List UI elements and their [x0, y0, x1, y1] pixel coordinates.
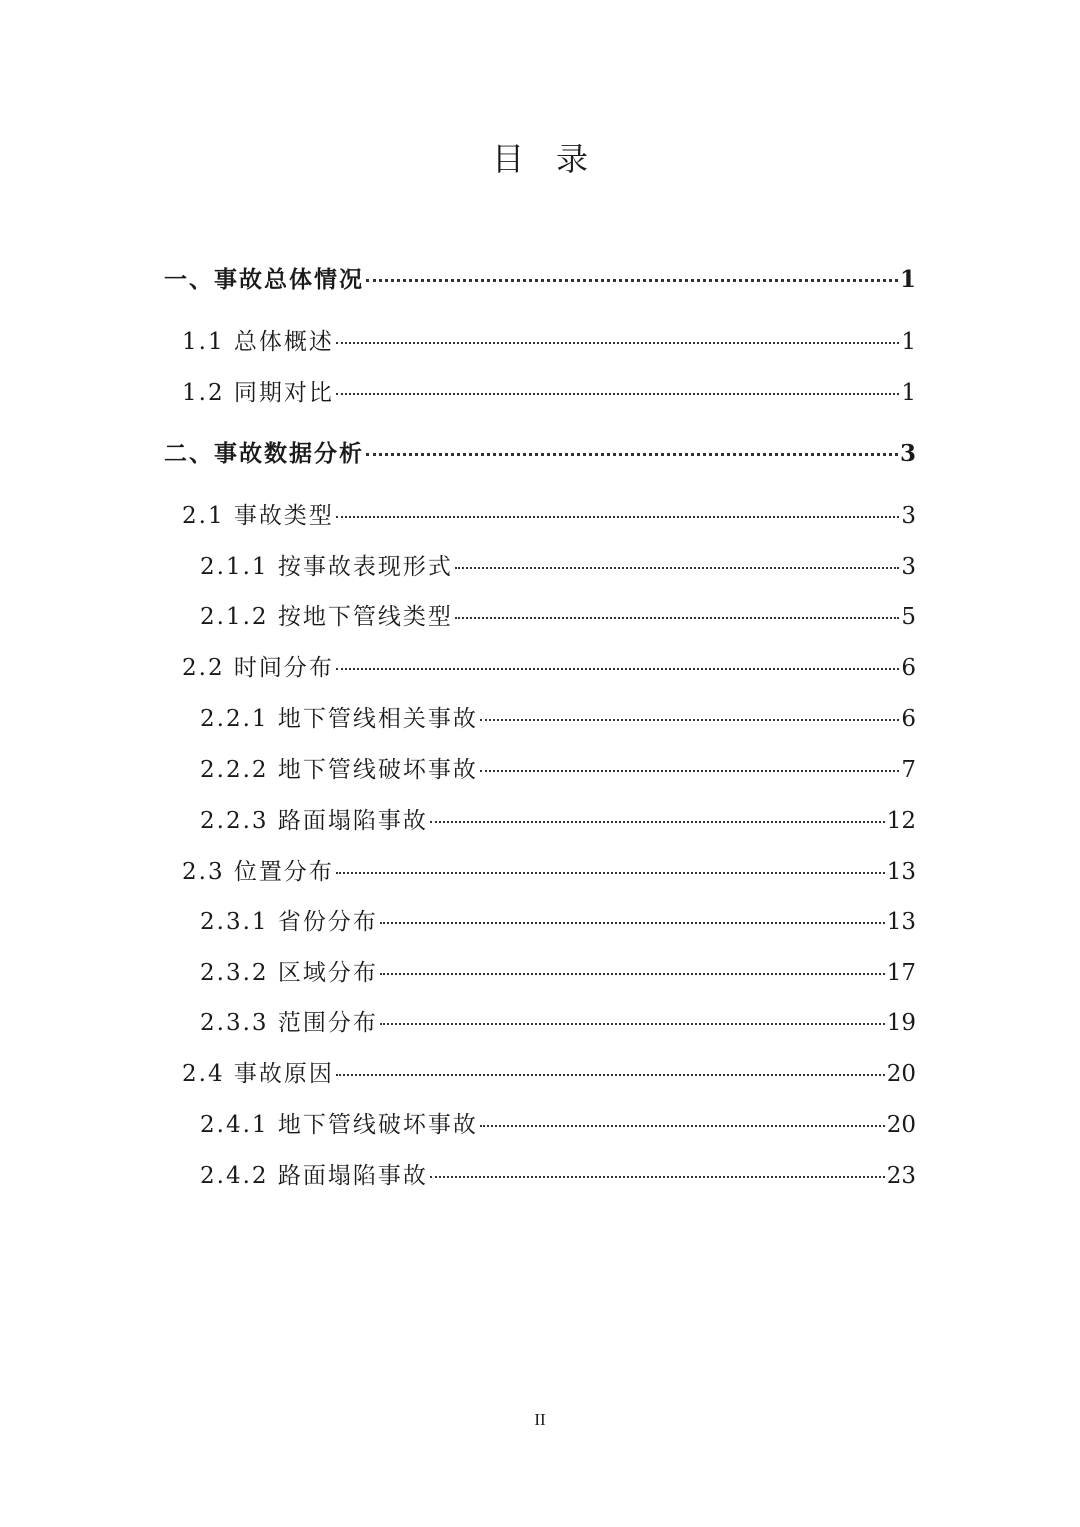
page-footer-number: II	[534, 1410, 546, 1429]
toc-dot-leader	[336, 1074, 885, 1076]
toc-dot-leader	[366, 279, 898, 282]
toc-entry-2-1[interactable]	[182, 498, 916, 534]
toc-entry-label: 2.1.1 按事故表现形式	[200, 554, 453, 580]
toc-entry-label: 2.3.1 省份分布	[200, 909, 378, 935]
toc-entry-label: 二、事故数据分析	[164, 440, 364, 467]
toc-dot-leader	[430, 821, 885, 823]
toc-dot-leader	[480, 719, 900, 721]
toc-entry-2-4-2[interactable]	[200, 1158, 916, 1194]
toc-dot-leader	[380, 922, 885, 924]
toc-entry-page: 3	[901, 503, 916, 529]
toc-entry-label: 1.1 总体概述	[182, 329, 334, 355]
toc-entry-2-2-3[interactable]	[200, 803, 916, 839]
toc-entry-label: 1.2 同期对比	[182, 380, 334, 406]
toc-entry-page: 7	[901, 757, 916, 783]
toc-entry-page: 12	[886, 808, 916, 834]
toc-entry-2-3[interactable]	[182, 854, 916, 890]
toc-entry-page: 5	[901, 604, 916, 630]
toc-entry-label: 2.3.2 区域分布	[200, 960, 378, 986]
toc-entry-label: 2.2.2 地下管线破坏事故	[200, 757, 478, 783]
toc-entry-page: 6	[901, 655, 916, 681]
toc-entry-2-1-2[interactable]	[200, 599, 916, 635]
toc-entry-label: 2.1 事故类型	[182, 503, 334, 529]
toc-entry-page: 19	[886, 1010, 916, 1036]
toc-entry-2-4-1[interactable]	[200, 1107, 916, 1143]
toc-entry-label: 2.1.2 按地下管线类型	[200, 604, 453, 630]
toc-entry-page: 1	[899, 266, 916, 293]
toc-entry-page: 23	[886, 1163, 916, 1189]
toc-entry-page: 3	[901, 554, 916, 580]
toc-entry-page: 6	[901, 706, 916, 732]
toc-dot-leader	[480, 770, 900, 772]
toc-dot-leader	[336, 393, 899, 395]
toc-entry-2-3-3[interactable]	[200, 1005, 916, 1041]
toc-dot-leader	[336, 668, 899, 670]
toc-dot-leader	[336, 872, 885, 874]
toc-dot-leader	[380, 1023, 885, 1025]
toc-entry-2-1-1[interactable]	[200, 549, 916, 585]
toc-entry-label: 一、事故总体情况	[164, 266, 364, 293]
toc-entry-page: 13	[886, 859, 916, 885]
toc-entry-1-1[interactable]	[182, 324, 916, 360]
toc-entry-page: 1	[901, 329, 916, 355]
toc-entry-page: 20	[886, 1061, 916, 1087]
toc-entry-2-2[interactable]	[182, 650, 916, 686]
toc-dot-leader	[336, 342, 899, 344]
toc-entry-1-2[interactable]	[182, 375, 916, 411]
toc-entry-label: 2.2.3 路面塌陷事故	[200, 808, 428, 834]
toc-entry-label: 2.4 事故原因	[182, 1061, 334, 1087]
toc-entry-page: 1	[901, 380, 916, 406]
toc-entry-2-2-1[interactable]	[200, 701, 916, 737]
toc-entry-page: 13	[886, 909, 916, 935]
toc-entry-page: 20	[886, 1112, 916, 1138]
toc-entry-label: 2.2 时间分布	[182, 655, 334, 681]
toc-entry-2-3-1[interactable]	[200, 904, 916, 940]
toc-entry-2-4[interactable]	[182, 1056, 916, 1092]
toc-entry-1[interactable]	[164, 262, 916, 298]
toc-dot-leader	[380, 973, 885, 975]
toc-entry-label: 2.4.2 路面塌陷事故	[200, 1163, 428, 1189]
toc-dot-leader	[336, 516, 899, 518]
toc-dot-leader	[366, 453, 898, 456]
toc-entry-label: 2.3.3 范围分布	[200, 1010, 378, 1036]
toc-dot-leader	[455, 617, 900, 619]
toc-entry-2-3-2[interactable]	[200, 955, 916, 991]
toc-entry-2[interactable]	[164, 436, 916, 472]
toc-dot-leader	[430, 1176, 885, 1178]
toc-dot-leader	[455, 567, 900, 569]
toc-entry-page: 3	[899, 440, 916, 467]
toc-dot-leader	[480, 1125, 885, 1127]
page-title: 目 录	[491, 140, 588, 178]
toc-entry-page: 17	[886, 960, 916, 986]
toc-entry-2-2-2[interactable]	[200, 752, 916, 788]
toc-entry-label: 2.2.1 地下管线相关事故	[200, 706, 478, 732]
toc-entry-label: 2.3 位置分布	[182, 859, 334, 885]
toc-entry-label: 2.4.1 地下管线破坏事故	[200, 1112, 478, 1138]
